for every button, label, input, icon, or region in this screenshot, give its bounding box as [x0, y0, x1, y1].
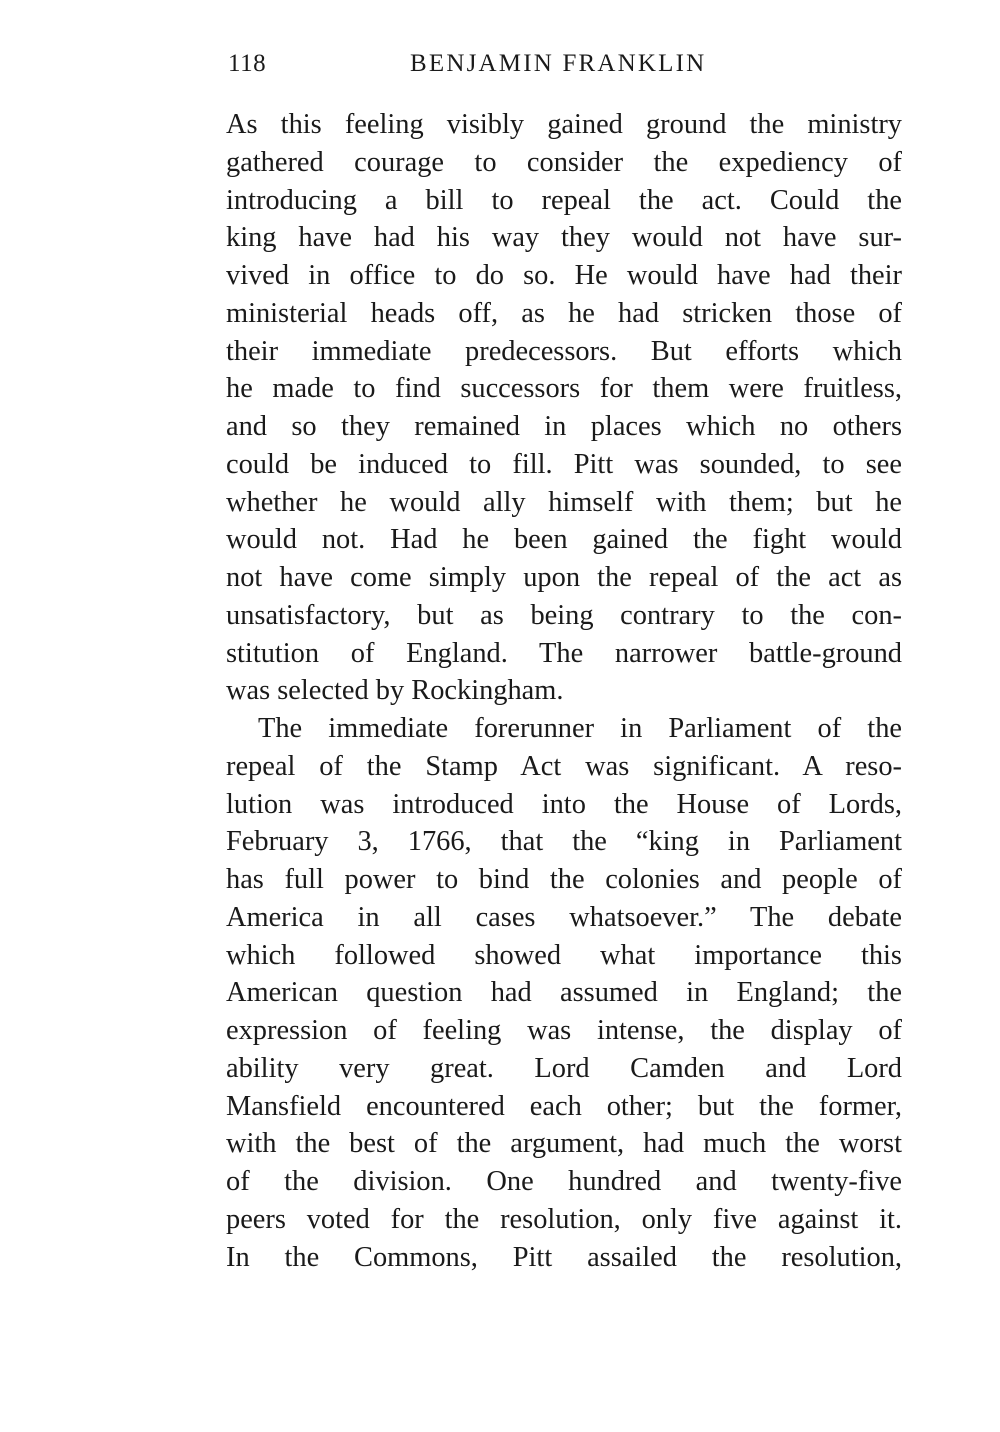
text-line: stitution of England. The narrower battle-ground	[226, 637, 902, 669]
text-line: American question had assumed in England; the	[226, 977, 902, 1009]
text-line: not have come simply upon the repeal of the act as	[226, 562, 902, 593]
text-line: whether he would ally himself with them; but he	[226, 486, 902, 518]
text-line: and so they remained in places which no others	[226, 411, 902, 442]
text-line: could be induced to fill. Pitt was sounded, to see	[226, 448, 902, 480]
text-line: with the best of the argument, had much the worst	[226, 1128, 902, 1160]
text-line: As this feeling visibly gained ground the ministry	[226, 109, 902, 140]
text-line: expression of feeling was intense, the display of	[226, 1015, 902, 1046]
text-line: their immediate predecessors. But efforts which	[226, 335, 902, 367]
text-line: peers voted for the resolution, only five against it.	[226, 1203, 902, 1235]
text-line: In the Commons, Pitt assailed the resolution,	[226, 1241, 902, 1273]
body-text	[226, 106, 902, 1276]
text-line: gathered courage to consider the expediency of	[226, 146, 902, 178]
running-head	[228, 50, 904, 86]
text-line: which followed showed what importance this	[226, 939, 902, 971]
text-line: repeal of the Stamp Act was significant. A reso-	[226, 750, 902, 782]
text-line: ministerial heads off, as he had stricken those of	[226, 297, 902, 329]
paragraph-first-line: The immediate forerunner in Parliament of the	[258, 713, 902, 744]
text-line: February 3, 1766, that the “king in Parliament	[226, 826, 902, 858]
paragraph-end-line: was selected by Rockingham.	[226, 675, 564, 707]
text-line: of the division. One hundred and twenty-five	[226, 1166, 902, 1197]
text-line: unsatisfactory, but as being contrary to the con-	[226, 599, 902, 631]
text-line: introducing a bill to repeal the act. Could the	[226, 184, 902, 216]
running-title: BENJAMIN FRANKLIN	[410, 50, 707, 77]
text-line: vived in office to do so. He would have had their	[226, 260, 902, 291]
text-line: king have had his way they would not have sur-	[226, 222, 902, 254]
text-line: Mansfield encountered each other; but the former,	[226, 1090, 902, 1122]
text-line: lution was introduced into the House of Lords,	[226, 788, 902, 820]
text-line: ability very great. Lord Camden and Lord	[226, 1052, 902, 1084]
text-line: America in all cases whatsoever.” The debate	[226, 901, 902, 933]
text-line: would not. Had he been gained the fight would	[226, 524, 902, 556]
text-line: has full power to bind the colonies and people of	[226, 864, 902, 895]
page-number: 118	[228, 50, 267, 77]
text-line: he made to find successors for them were fruitless,	[226, 373, 902, 405]
